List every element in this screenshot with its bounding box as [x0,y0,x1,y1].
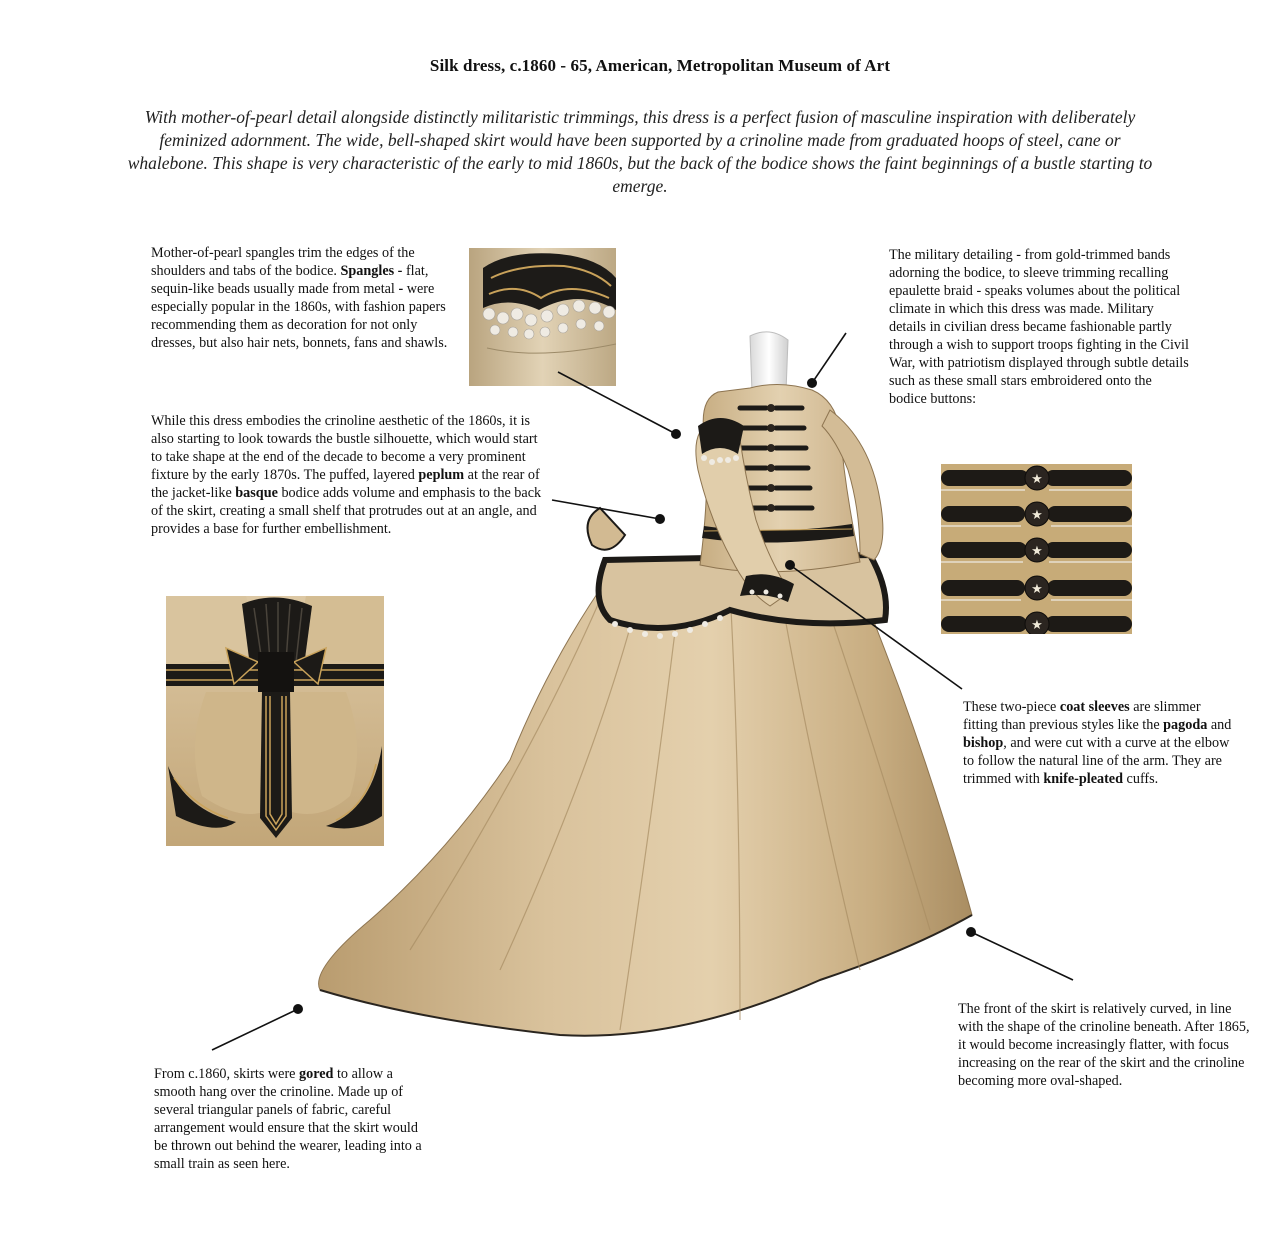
note-text: flat, sequin-like beads usually made from metal [151,263,429,297]
intro-paragraph: With mother-of-pearl detail alongside distinctly militaristic trimmings, this dress is a perfect fusion of masculine inspiration with deliberately feminized adornment. The wide, bell-shaped skirt would have been supported by a crinoline made from graduated hoops of steel, cane or whalebone. This shape is very characteristic of the early to mid 1860s, but the back of the bodice shows the faint beginnings of a bustle starting to emerge. [127,107,1153,196]
dress-illustration [300,330,1000,1130]
note-term: pagoda [1163,717,1208,733]
note-term: gored [299,1066,334,1082]
note-skirt-front [958,1000,1258,1090]
note-text: , and were cut with a curve at the elbow to follow the natural line of the arm. They are trimmed with [963,735,1230,787]
note-text: The military detailing - from gold-trimmed bands adorning the bodice, to sleeve trimming recalling epaulette braid - speaks volumes about the political climate in which this dress was made. Military details in civilian dress became fashionable partly through a wish to support troops fighting in the Civil War, with patriotism displayed through subtle details such as these small stars embroidered onto the bodice buttons: [889,247,1189,407]
note-text: While this dress embodies the crinoline aesthetic of the 1860s, it is also starting to look towards the bustle silhouette, which would start to take shape at the end of the decade to become a very prominent fixture by the early 1870s. The puffed, layered [151,413,538,483]
svg-text:★: ★ [1031,582,1043,597]
page-title: Silk dress, c.1860 - 65, American, Metropolitan Museum of Art [429,56,891,75]
leader-line-gored [212,1009,298,1050]
note-text: and [1207,717,1232,733]
note-term: basque [235,485,278,501]
note-term: - [398,281,404,297]
svg-text:★: ★ [1031,472,1043,487]
note-text: The front of the skirt is relatively curved, in line with the shape of the crinoline beneath. After 1865, it would become increasingly flatter, with focus increasing on the rear of the skirt and the crinoline becoming more oval-shaped. [958,1001,1250,1089]
note-text: From c.1860, skirts were [154,1066,300,1082]
note-term: peplum [418,467,465,483]
note-term: knife-pleated [1043,771,1123,787]
note-text: cuffs. [1123,771,1159,787]
note-text: to allow a smooth hang over the crinoline. Made up of several triangular panels of fabric, careful arrangement would ensure that the skirt would be thrown out behind the wearer, leading into a small train as seen here. [154,1066,422,1172]
note-text: are slimmer fitting than previous styles like the [963,699,1201,733]
svg-text:★: ★ [1031,618,1043,633]
svg-text:★: ★ [1031,508,1043,523]
note-text: Mother-of-pearl spangles trim the edges of the shoulders and tabs of the bodice. [151,245,415,279]
note-text: These two-piece [963,699,1060,715]
note-term: Spangles - [340,263,403,279]
note-text: bodice adds volume and emphasis to the back of the skirt, creating a small shelf that protrudes out at an angle, and provides a base for further embellishment. [151,485,542,537]
note-term: bishop [963,735,1004,751]
note-sleeves [963,698,1233,788]
note-term: coat sleeves [1059,699,1130,715]
svg-text:★: ★ [1031,544,1043,559]
note-text: were especially popular in the 1860s, with fashion papers recommending them as decoration for not only dresses, but also hair nets, bonnets, fans and shawls. [151,281,448,351]
note-text: at the rear of the jacket-like [151,467,540,501]
